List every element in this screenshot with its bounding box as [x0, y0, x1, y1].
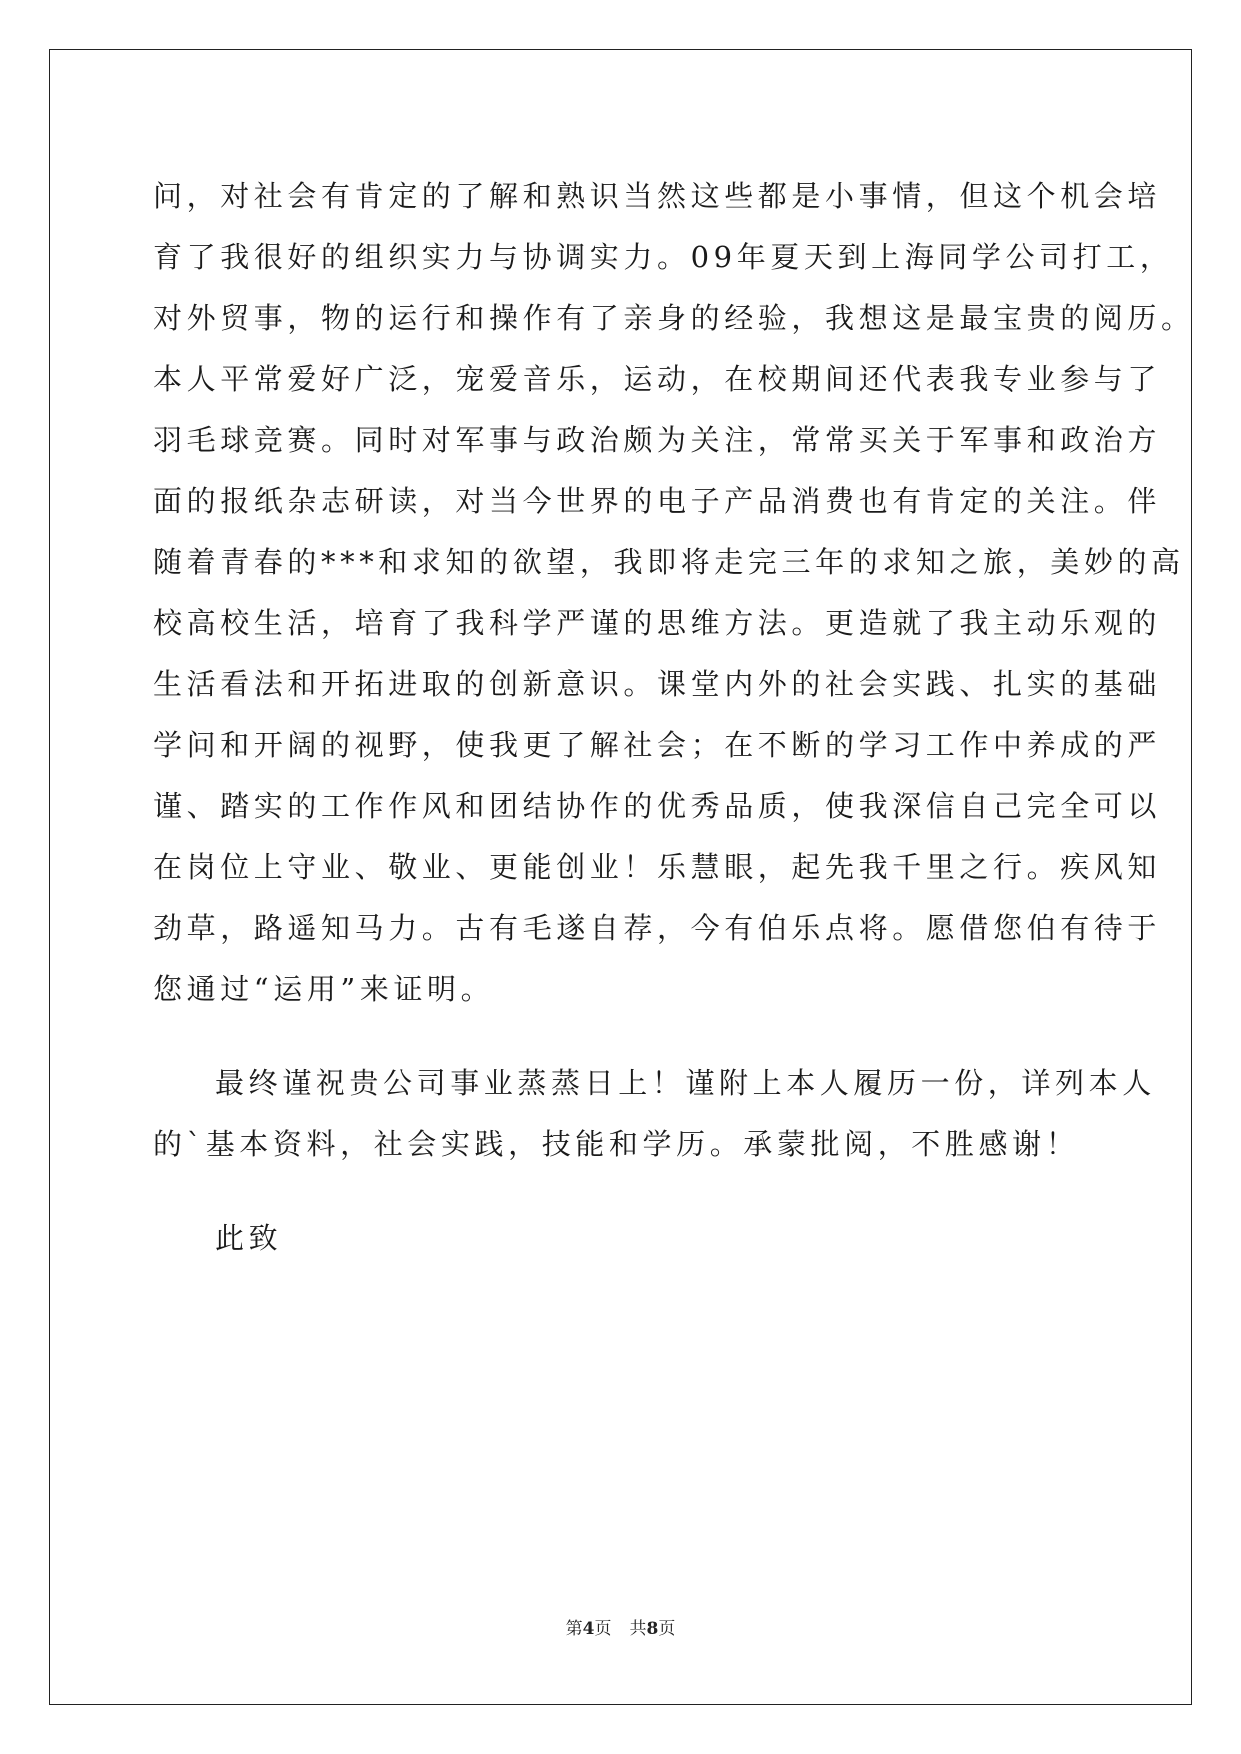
- body-line: 本人平常爱好广泛，宠爱音乐，运动，在校期间还代表我专业参与了: [153, 362, 1162, 396]
- document-body: [153, 166, 1195, 1269]
- page-footer: [0, 1618, 1241, 1640]
- total-pages-number: 8: [646, 1619, 659, 1639]
- body-line: 劲草，路遥知马力。古有毛遂自荐，今有伯乐点将。愿借您伯有待于: [153, 911, 1162, 945]
- body-line: 面的报纸杂志研读，对当今世界的电子产品消费也有肯定的关注。伴: [153, 484, 1162, 518]
- closing-line: 最终谨祝贵公司事业蒸蒸日上！谨附上本人履历一份，详列本人: [215, 1066, 1156, 1100]
- salutation: 此致: [215, 1221, 283, 1255]
- body-line: 校高校生活，培育了我科学严谨的思维方法。更造就了我主动乐观的: [153, 606, 1162, 640]
- body-line: 随着青春的***和求知的欲望，我即将走完三年的求知之旅，美妙的高: [153, 545, 1185, 579]
- total-suffix: 页: [658, 1619, 676, 1639]
- total-prefix: 共: [629, 1619, 647, 1639]
- body-line: 学问和开阔的视野，使我更了解社会；在不断的学习工作中养成的严: [153, 728, 1162, 762]
- body-line: 对外贸事，物的运行和操作有了亲身的经验，我想这是最宝贵的阅历。: [153, 301, 1195, 335]
- closing-line: 的`基本资料，社会实践，技能和学历。承蒙批阅，不胜感谢！: [153, 1127, 1080, 1161]
- body-line: 谨、踏实的工作作风和团结协作的优秀品质，使我深信自己完全可以: [153, 789, 1162, 823]
- body-line: 羽毛球竞赛。同时对军事与政治颇为关注，常常买关于军事和政治方: [153, 423, 1162, 457]
- body-line: 问，对社会有肯定的了解和熟识当然这些都是小事情，但这个机会培: [153, 179, 1162, 213]
- body-line: 您通过“运用”来证明。: [153, 972, 495, 1006]
- current-page-number: 4: [582, 1619, 595, 1639]
- body-line: 育了我很好的组织实力与协调实力。09年夏天到上海同学公司打工，: [153, 240, 1174, 274]
- page-suffix: 页: [594, 1619, 612, 1639]
- body-line: 生活看法和开拓进取的创新意识。课堂内外的社会实践、扎实的基础: [153, 667, 1162, 701]
- page-prefix: 第: [565, 1619, 583, 1639]
- body-line: 在岗位上守业、敬业、更能创业！乐慧眼，起先我千里之行。疾风知: [153, 850, 1162, 884]
